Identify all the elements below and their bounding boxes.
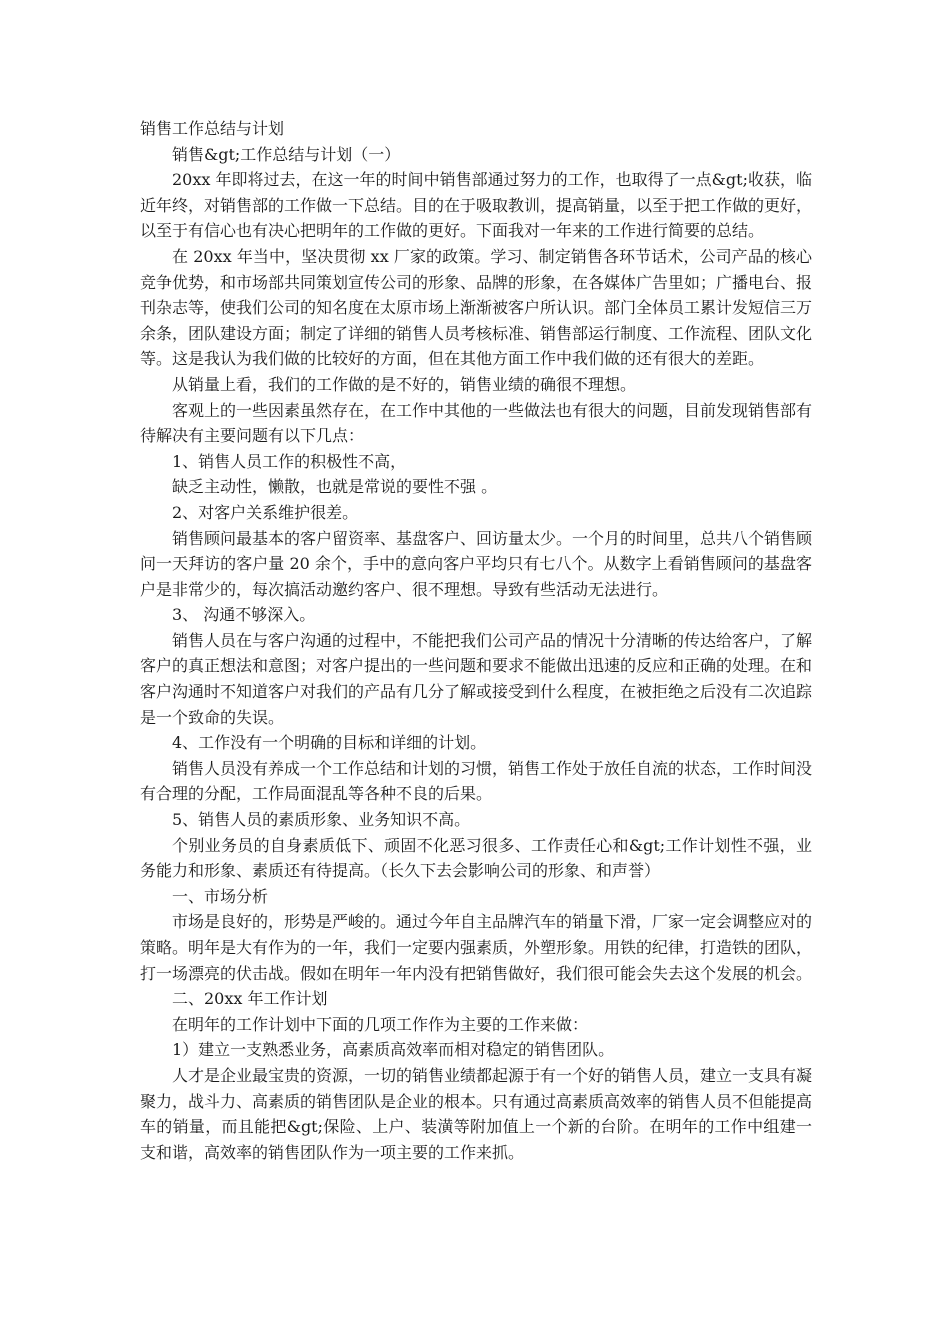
paragraph: 4、工作没有一个明确的目标和详细的计划。 bbox=[172, 733, 487, 753]
section-heading: 一、市场分析 bbox=[172, 886, 269, 906]
paragraph: 客观上的一些因素虽然存在，在工作中其他的一些做法也有很大的问题，目前发现销售部有待解决有主要问题有以下几点： bbox=[140, 400, 813, 446]
document-body bbox=[140, 116, 812, 1165]
section-heading: 二、20xx 年工作计划 bbox=[172, 989, 328, 1009]
paragraph: 市场是良好的，形势是严峻的。通过今年自主品牌汽车的销量下滑，厂家一定会调整应对的策略。明年是大有作为的一年，我们一定要内强素质，外塑形象。用铁的纪律，打造铁的团队，打一场漂亮的伏击战。假如在明年一年内没有把销售做好，我们很可能会失去这个发展的机会。 bbox=[140, 912, 813, 983]
paragraph: 3、 沟通不够深入。 bbox=[172, 605, 316, 625]
paragraph: 在 20xx 年当中，坚决贯彻 xx 厂家的政策。学习、制定销售各环节话术，公司产品的核心竞争优势，和市场部共同策划宣传公司的形象、品牌的形象，在各媒体广告里如；广播电台、报刊杂志等，使我们公司的知名度在太原市场上渐渐被客户所认识。部门全体员工累计发短信三万余条，团队建设方面；制定了详细的销售人员考核标准、销售部运行制度、工作流程、团队文化等。这是我认为我们做的比较好的方面，但在其他方面工作中我们做的还有很大的差距。 bbox=[140, 246, 813, 369]
paragraph: 20xx 年即将过去，在这一年的时间中销售部通过努力的工作，也取得了一点&gt;收获，临近年终，对销售部的工作做一下总结。目的在于吸取教训，提高销量，以至于把工作做的更好，以至于有信心也有决心把明年的工作做的更好。下面我对一年来的工作进行简要的总结。 bbox=[140, 170, 813, 241]
paragraph: 1、销售人员工作的积极性不高， bbox=[172, 451, 407, 471]
paragraph: 在明年的工作计划中下面的几项工作作为主要的工作来做： bbox=[172, 1014, 589, 1034]
paragraph: 1）建立一支熟悉业务，高素质高效率而相对稳定的销售团队。 bbox=[172, 1040, 615, 1060]
paragraph: 销售人员没有养成一个工作总结和计划的习惯，销售工作处于放任自流的状态，工作时间没有合理的分配，工作局面混乱等各种不良的后果。 bbox=[140, 758, 813, 804]
paragraph: 销售人员在与客户沟通的过程中，不能把我们公司产品的情况十分清晰的传达给客户，了解客户的真正想法和意图；对客户提出的一些问题和要求不能做出迅速的反应和正确的处理。在和客户沟通时不知道客户对我们的产品有几分了解或接受到什么程度，在被拒绝之后没有二次追踪是一个致命的失误。 bbox=[140, 630, 813, 727]
paragraph: 销售&gt;工作总结与计划（一） bbox=[172, 144, 401, 164]
paragraph: 人才是企业最宝贵的资源，一切的销售业绩都起源于有一个好的销售人员，建立一支具有凝聚力，战斗力、高素质的销售团队是企业的根本。只有通过高素质高效率的销售人员不但能提高车的销量，而且能把&gt;保险、上户、装潢等附加值上一个新的台阶。在明年的工作中组建一支和谐，高效率的销售团队作为一项主要的工作来抓。 bbox=[140, 1065, 813, 1162]
paragraph: 销售顾问最基本的客户留资率、基盘客户、回访量太少。一个月的时间里，总共八个销售顾问一天拜访的客户量 20 余个，手中的意向客户平均只有七八个。从数字上看销售顾问的基盘客户是非常少的，每次搞活动邀约客户、很不理想。导致有些活动无法进行。 bbox=[140, 528, 813, 599]
paragraph: 从销量上看，我们的工作做的是不好的，销售业绩的确很不理想。 bbox=[172, 374, 637, 394]
paragraph: 5、销售人员的素质形象、业务知识不高。 bbox=[172, 810, 471, 830]
paragraph: 2、对客户关系维护很差。 bbox=[172, 502, 359, 522]
document-title: 销售工作总结与计划 bbox=[140, 119, 285, 138]
paragraph: 个别业务员的自身素质低下、顽固不化恶习很多、工作责任心和&gt;工作计划性不强，业务能力和形象、素质还有待提高。（长久下去会影响公司的形象、和声誉） bbox=[140, 835, 812, 881]
paragraph: 缺乏主动性，懒散，也就是常说的要性不强 。 bbox=[172, 477, 498, 497]
